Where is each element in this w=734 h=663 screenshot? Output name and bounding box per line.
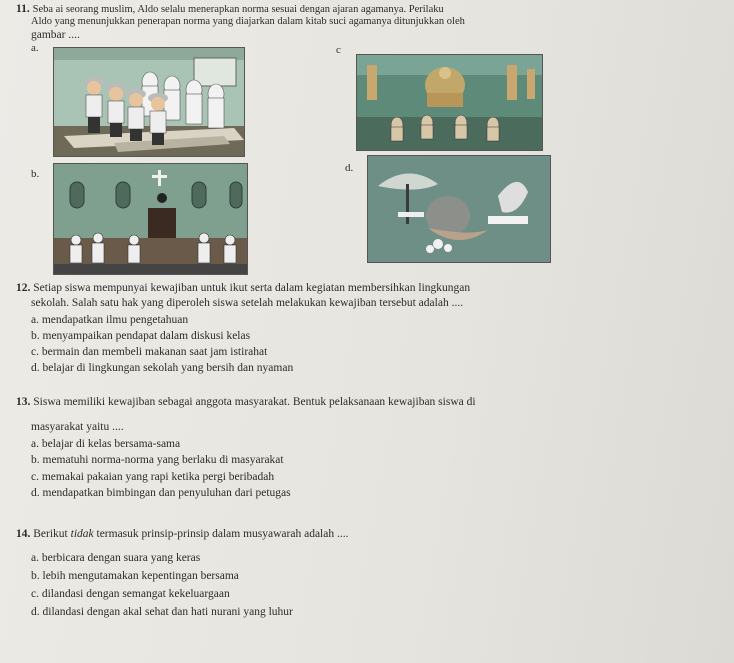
q12-text-1: Setiap siswa mempunyai kewajiban untuk ikut serta dalam kegiatan membersihkan lingkungan bbox=[33, 282, 471, 294]
q13-option-c[interactable]: c. memakai pakaian yang rapi ketika pergi beribadah bbox=[31, 471, 275, 483]
q12-option-d[interactable]: d. belajar di lingkungan sekolah yang bersih dan nyaman bbox=[31, 362, 294, 374]
q14-number: 14. bbox=[16, 528, 31, 540]
q12-option-a[interactable]: a. mendapatkan ilmu pengetahuan bbox=[31, 314, 189, 326]
q14-text-post: termasuk prinsip-prinsip dalam musyawarah adalah .... bbox=[93, 528, 349, 540]
q12-line1 bbox=[16, 281, 470, 295]
image-d-illustration bbox=[368, 156, 550, 262]
q11-number: 11. bbox=[16, 3, 30, 15]
q12-option-c[interactable]: c. bermain dan membeli makanan saat jam istirahat bbox=[31, 346, 268, 358]
q11-line3: gambar .... bbox=[31, 29, 80, 41]
option-b-label: b. bbox=[31, 168, 40, 180]
image-c-illustration bbox=[357, 55, 542, 150]
q13-line2: masyarakat yaitu .... bbox=[31, 421, 124, 433]
q12-option-b[interactable]: b. menyampaikan pendapat dalam diskusi kelas bbox=[31, 330, 251, 342]
option-c-label: c bbox=[336, 44, 341, 56]
q12-line2: sekolah. Salah satu hak yang diperoleh siswa setelah melakukan kewajiban tersebut adalah .... bbox=[31, 297, 464, 309]
q13-option-a[interactable]: a. belajar di kelas bersama-sama bbox=[31, 438, 181, 450]
q13-option-d[interactable]: d. mendapatkan bimbingan dan penyuluhan dari petugas bbox=[31, 487, 291, 499]
q13-option-b[interactable]: b. mematuhi norma-norma yang berlaku di masyarakat bbox=[31, 454, 284, 466]
option-a-label: a. bbox=[31, 42, 39, 54]
q14-text-emphasis: tidak bbox=[70, 528, 94, 540]
q11-line2: Aldo yang menunjukkan penerapan norma yang diajarkan dalam kitab suci agamanya ditunjukkan oleh bbox=[31, 16, 465, 27]
q13-number: 13. bbox=[16, 396, 31, 408]
option-d-label: d. bbox=[345, 162, 354, 174]
image-b-church[interactable] bbox=[53, 163, 248, 275]
q14-option-a[interactable]: a. berbicara dengan suara yang keras bbox=[31, 552, 201, 564]
q14-line1 bbox=[16, 527, 348, 541]
image-a-mosque-group[interactable] bbox=[53, 47, 245, 157]
q13-line1 bbox=[16, 395, 476, 409]
q13-text-1: Siswa memiliki kewajiban sebagai anggota masyarakat. Bentuk pelaksanaan kewajiban siswa di bbox=[33, 396, 476, 408]
image-a-illustration bbox=[54, 48, 244, 156]
image-b-illustration bbox=[54, 164, 247, 274]
q12-number: 12. bbox=[16, 282, 31, 294]
q11-text-1: Seba ai seorang muslim, Aldo selalu menerapkan norma sesuai dengan ajaran agamanya. Perilaku bbox=[32, 4, 444, 15]
q14-option-b[interactable]: b. lebih mengutamakan kepentingan bersama bbox=[31, 570, 239, 582]
q14-option-c[interactable]: c. dilandasi dengan semangat kekeluargaan bbox=[31, 588, 230, 600]
q14-option-d[interactable]: d. dilandasi dengan akal sehat dan hati nurani yang luhur bbox=[31, 606, 293, 618]
image-d-offering[interactable] bbox=[367, 155, 551, 263]
image-c-temple[interactable] bbox=[356, 54, 543, 151]
q14-text-pre: Berikut bbox=[33, 528, 71, 540]
